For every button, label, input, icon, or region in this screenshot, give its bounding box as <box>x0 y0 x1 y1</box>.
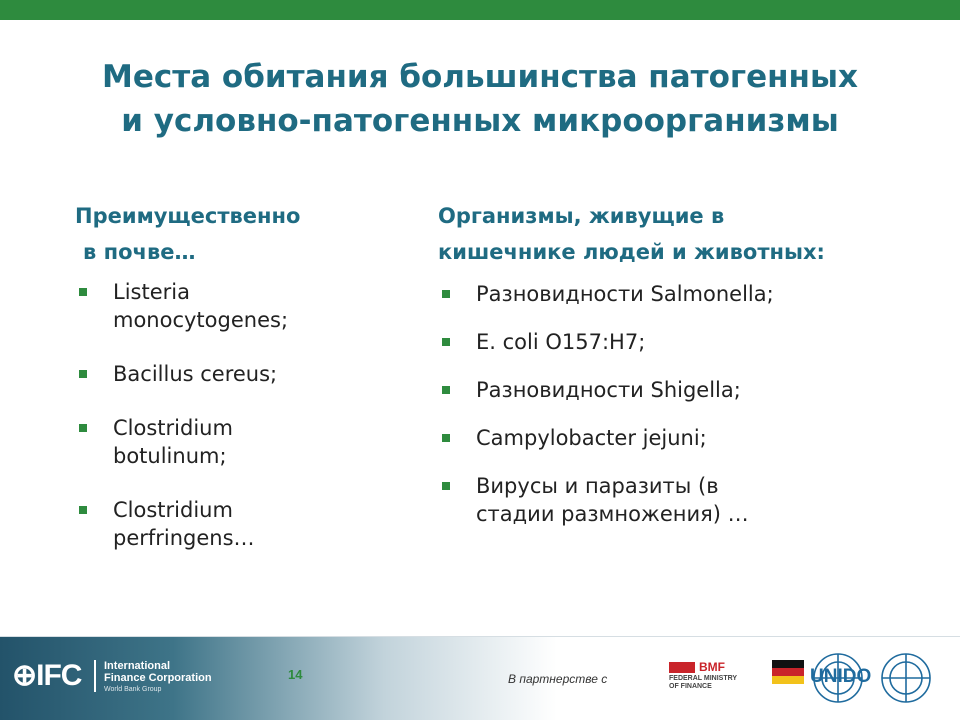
unido-logo <box>806 648 946 708</box>
ifc-separator <box>94 660 96 692</box>
ifc-subtitle: World Bank Group <box>104 686 162 693</box>
square-bullet-icon <box>442 434 450 442</box>
list-item: Listeria monocytogenes; <box>75 278 395 334</box>
left-heading <box>75 198 395 270</box>
square-bullet-icon <box>442 386 450 394</box>
square-bullet-icon <box>442 290 450 298</box>
ifc-name: International Finance Corporation <box>104 660 212 684</box>
square-bullet-icon <box>79 506 87 514</box>
slide-title <box>40 55 920 143</box>
square-bullet-icon <box>79 424 87 432</box>
page-number: 14 <box>288 667 303 682</box>
right-heading-line1: Организмы, живущие в <box>438 204 725 228</box>
footer-divider <box>0 636 960 637</box>
list-item: Разновидности Salmonella; <box>438 280 918 308</box>
ifc-logo <box>12 654 222 698</box>
list-item: Bacillus cereus; <box>75 360 395 388</box>
bmf-label: BMF <box>699 660 725 674</box>
left-column <box>75 198 395 578</box>
square-bullet-icon <box>79 370 87 378</box>
right-column <box>438 198 918 548</box>
left-heading-line2: в почве… <box>83 240 196 264</box>
right-heading <box>438 198 918 270</box>
top-accent-bar <box>0 0 960 20</box>
list-item: Clostridium botulinum; <box>75 414 395 470</box>
left-heading-line1: Преимущественно <box>75 204 301 228</box>
square-bullet-icon <box>79 288 87 296</box>
list-item: Campylobacter jejuni; <box>438 424 918 452</box>
partner-text: В партнерстве с <box>508 672 608 686</box>
unido-label: UNIDO <box>810 666 872 687</box>
list-item: Вирусы и паразиты (в стадии размножения) … <box>438 472 918 528</box>
slide-title-line1: Места обитания большинства патогенных <box>102 59 858 95</box>
bmf-logo <box>665 660 785 696</box>
bmf-subtitle: FEDERAL MINISTRY OF FINANCE <box>669 675 738 690</box>
list-item: Clostridium perfringens… <box>75 496 395 552</box>
right-bullet-list <box>478 280 918 528</box>
list-item: E. coli O157:H7; <box>438 328 918 356</box>
bmf-eagle-icon <box>669 662 695 673</box>
ifc-globe-icon: ⊕IFC <box>12 659 82 692</box>
left-bullet-list <box>113 278 395 552</box>
german-flag-icon <box>772 660 804 684</box>
square-bullet-icon <box>442 482 450 490</box>
square-bullet-icon <box>442 338 450 346</box>
list-item: Разновидности Shigella; <box>438 376 918 404</box>
slide-title-line2: и условно-патогенных микроорганизмы <box>121 103 839 139</box>
right-heading-line2: кишечнике людей и животных: <box>438 240 825 264</box>
